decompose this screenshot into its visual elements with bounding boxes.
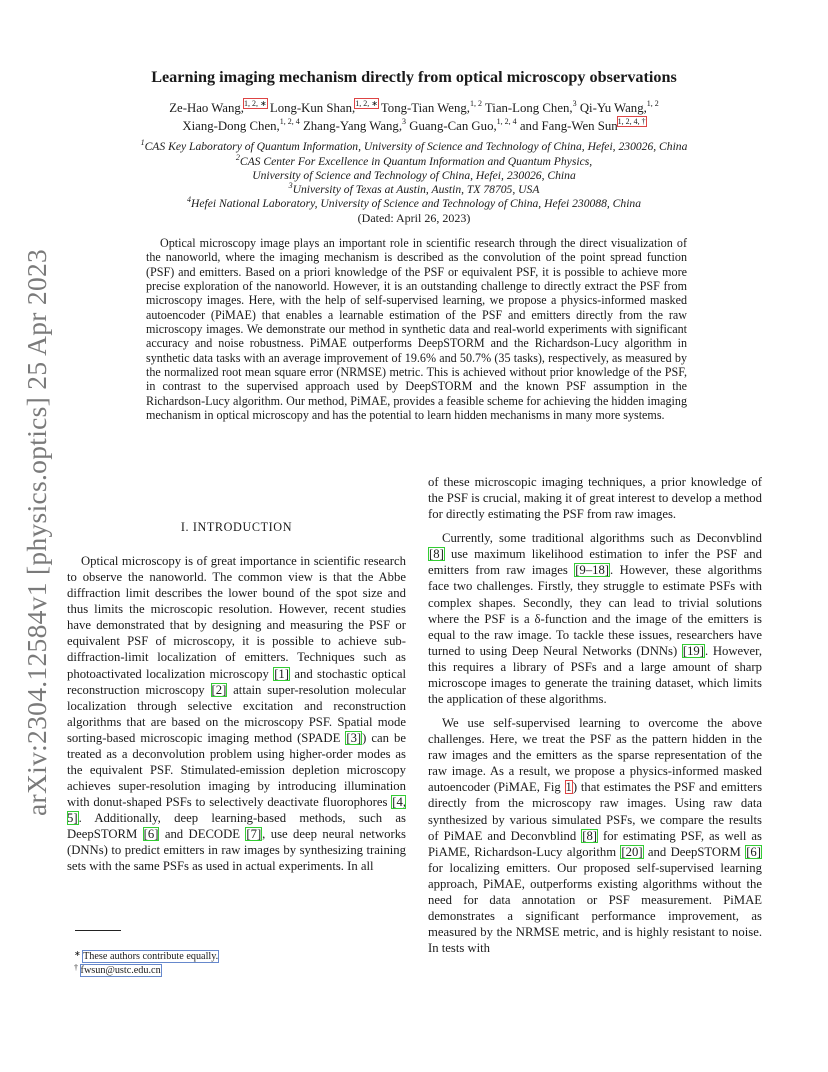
citation-link[interactable]: [7] <box>246 827 262 842</box>
affiliation-4: $^4$Hefei National Laboratory, University of Science and Technology of China, Hefei 230088, China <box>186 195 642 210</box>
affiliation-3: $^3$University of Texas at Austin, Austin, TX 78705, USA <box>288 181 540 196</box>
intro-paragraph-1-cont: of these microscopic imaging techniques, a prior knowledge of the PSF is crucial, making it of great interest to develop a method for directly estimating the PSF from raw images. <box>428 475 762 522</box>
citation-link[interactable]: [8] <box>582 828 598 843</box>
figure-link[interactable]: 1 <box>565 780 572 795</box>
citation-link[interactable]: [3] <box>346 730 362 745</box>
author-line-2: Xiang-Dong Chen,$^{1, 2, 4}$ Zhang-Yang Wang,$^3$ Guang-Can Guo,$^{1, 2, 4}$ and Fang-Wen Sun$^{1, 2, 4, \dagger}$ <box>182 117 646 133</box>
intro-paragraph-3: We use self-supervised learning to overcome the above challenges. Here, we treat the PSF as the pattern hidden in the raw images and the emitters as the sparse representation of the raw image. As a result, we propose a physics-informed masked autoencoder (PiMAE, Fig 1) that estimates the PSF and emitters directly from the microscopy raw images. Using raw data synthesized by various simulated PSFs, we compare the results of PiMAE and Deconvblind [8] for estimating PSF, as well as PiAME, Richardson-Lucy algorithm [20] and DeepSTORM [6] for localizing emitters. Our proposed self-supervised learning approach, PiMAE, outperforms existing algorithms without the need for data annotation or PSF measurement. PiMAE demonstrates a significant performance improvement, as measured by the NRMSE metric, and is highly resistant to noise. In tests with <box>428 716 763 956</box>
abstract: Optical microscopy image plays an important role in scientific research through the direct visualization of the nanoworld, where the imaging mechanism is described as the convolution of the point spread function (PSF) and emitters. Based on a priori knowledge of the PSF or equivalent PSF, it is possible to achieve more precise exploration of the nanoworld. However, it is an outstanding challenge to directly extract the PSF from microscopy images. Here, with the help of self-supervised learning, we propose a physics-informed masked autoencoder (PiMAE) that enables a learnable estimation of the PSF and emitters directly from the raw microscopy images. We demonstrate our method in synthetic data and real-world experiments with significant accuracy and noise robustness. PiMAE outperforms DeepSTORM and the Richardson-Lucy algorithm in synthetic data tasks with an average improvement of 19.6% and 50.7% (35 tasks), respectively, as measured by the normalized root mean square error (NRMSE) metric. This is achieved without prior knowledge of the PSF, in contrast to the supervised approach used by DeepSTORM and the known PSF assumption in the Richardson-Lucy algorithm. Our method, PiMAE, provides a feasible scheme for achieving the hidden imaging mechanism in optical microscopy and has the potential to learn hidden mechanisms in many more systems. <box>146 236 687 423</box>
footnote-1-link[interactable]: These authors contribute equally. <box>83 951 219 962</box>
citation-link[interactable]: [6] <box>143 827 159 842</box>
citation-link[interactable]: [2] <box>211 682 227 697</box>
footnote-2: † fwsun@ustc.edu.cn <box>74 963 161 976</box>
paper-title: Learning imaging mechanism directly from optical microscopy observations <box>151 68 677 86</box>
citation-link[interactable]: [1] <box>274 666 289 681</box>
author-line-1: Ze-Hao Wang,$^{1, 2, ∗}$ Long-Kun Shan,$^{1, 2, ∗}$ Tong-Tian Weng,$^{1, 2}$ Tian-Long Chen,$^3$ Qi-Yu Wang,$^{1, 2}$ <box>169 99 659 115</box>
intro-paragraph-1: Optical microscopy is of great importance in scientific research to observe the nanoworld. The common view is that the Abbe diffraction limit describes the lower bound of the spot size and thus limits the microscopic resolution. However, recent studies have demonstrated that by designing and measuring the PSF or equivalent PSF of microscopy, it is possible to achieve sub-diffraction-limit localization of emitters. Techniques such as photoactivated localization microscopy [1] and stochastic optical reconstruction microscopy [2] attain super-resolution molecular localization through selective excitation and reconstruction algorithms that are based on the microscopy PSF. Spatial mode sorting-based microscopic imaging method (SPADE [3]) can be treated as a deconvolution problem using higher-order modes as the equivalent PSF. Stimulated-emission depletion microscopy achieves super-resolution imaging by introducing illumination with donut-shaped PSFs to selectively deactivate fluorophores [4, 5]. Additionally, deep learning-based methods, such as DeepSTORM [6] and DECODE [7], use deep neural networks (DNNs) to predict emitters in raw images by synthesizing training sets with the same PSFs as used in actual experiments. In all <box>67 554 407 874</box>
email-link[interactable]: fwsun@ustc.edu.cn <box>80 965 161 976</box>
left-column <box>67 553 406 875</box>
citation-link[interactable]: [9–18] <box>575 563 610 578</box>
affiliation-2: $^2$CAS Center For Excellence in Quantum Information and Quantum Physics, <box>235 153 593 168</box>
affiliation-2-cont: University of Science and Technology of China, Hefei, 230026, China <box>252 169 576 182</box>
footnote-1: ∗ These authors contribute equally. <box>74 949 219 962</box>
citation-link[interactable]: [20] <box>621 844 643 859</box>
citation-link[interactable]: [4, 5] <box>67 795 406 826</box>
arxiv-side-stamp: arXiv:2304.12584v1 [physics.optics] 25 Apr 2023 <box>21 248 52 816</box>
right-column <box>428 474 762 956</box>
dated-line: (Dated: April 26, 2023) <box>357 211 471 225</box>
intro-paragraph-2: Currently, some traditional algorithms such as Deconvblind [8] use maximum likelihood estimation to infer the PSF and emitters from raw images [9–18]. However, these algorithms face two challenges. Firstly, they struggle to estimate PSFs with complex shapes. Secondly, they can lead to trivial solutions where the PSF is a δ-function and the image of the emitters is equal to the raw image. To tackle these issues, researchers have turned to using Deep Neural Networks (DNNs) [19]. However, this requires a library of PSFs and a large amount of sharp microscope images to generate the training dataset, which limits the application of these algorithms. <box>428 531 762 707</box>
citation-link[interactable]: [19] <box>682 643 704 658</box>
footnote-divider <box>75 930 121 931</box>
citation-link[interactable]: [8] <box>429 547 444 562</box>
affiliation-1: $^1$CAS Key Laboratory of Quantum Information, University of Science and Technology of China, Hefei, 230026, China <box>140 138 688 153</box>
citation-link[interactable]: [6] <box>746 844 761 859</box>
section-heading: I. INTRODUCTION <box>180 520 293 534</box>
